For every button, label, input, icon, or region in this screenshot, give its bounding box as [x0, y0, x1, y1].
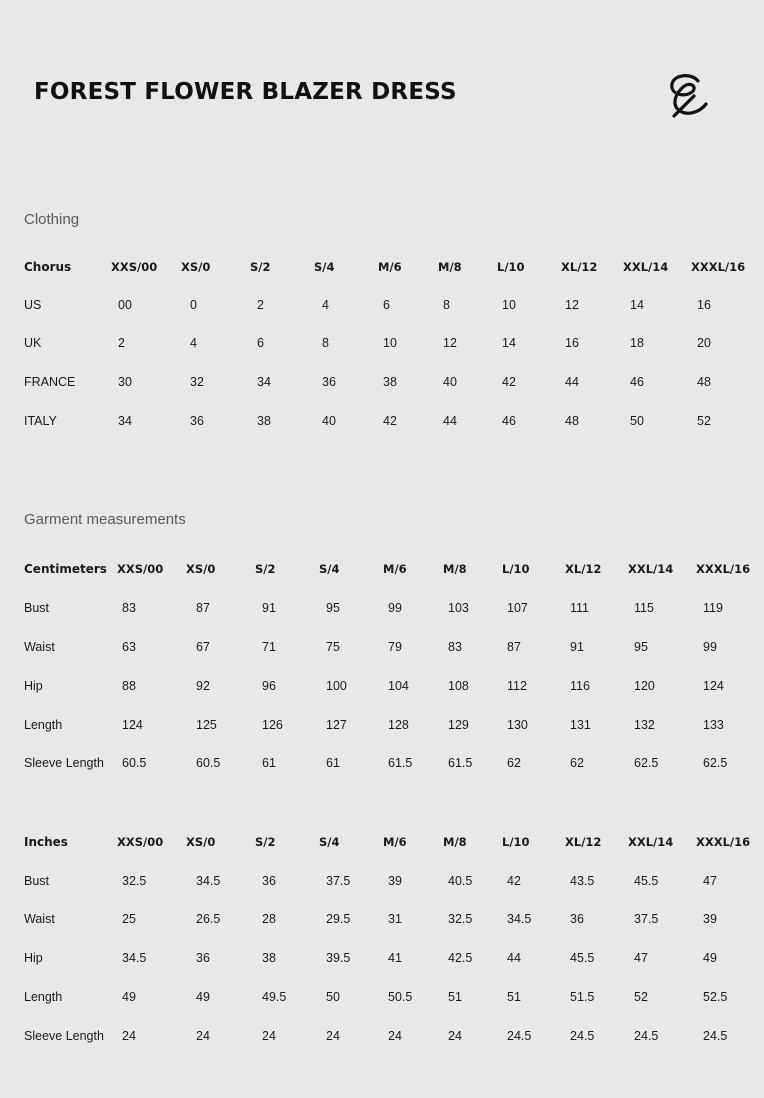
size-column-header: XL/12	[565, 562, 602, 576]
table-cell: 50	[630, 414, 644, 428]
table-cell: 44	[565, 375, 579, 389]
table-cell: 24	[326, 1029, 340, 1043]
table-cell: 12	[565, 298, 579, 312]
table-cell: 48	[697, 375, 711, 389]
table-row	[0, 598, 764, 618]
table-cell: 2	[118, 336, 125, 350]
table-cell: 51	[448, 990, 462, 1004]
table-cell: 43.5	[570, 874, 595, 888]
table-cell: 96	[262, 679, 276, 693]
table-cell: 44	[443, 414, 457, 428]
table-cell: 42	[507, 874, 521, 888]
table-cell: 124	[122, 718, 143, 732]
table-cell: 131	[570, 718, 591, 732]
size-column-header: XS/0	[186, 835, 216, 849]
row-label: UK	[24, 336, 42, 350]
table-cell: 104	[388, 679, 409, 693]
table-cell: 34	[257, 375, 271, 389]
table-cell: 38	[262, 951, 276, 965]
table-cell: 130	[507, 718, 528, 732]
table-cell: 24	[262, 1029, 276, 1043]
row-label: Hip	[24, 951, 43, 965]
size-column-header: XXXL/16	[691, 260, 746, 274]
table-cell: 36	[570, 912, 584, 926]
table-row	[0, 753, 764, 773]
table-cell: 49	[122, 990, 136, 1004]
table-cell: 52	[634, 990, 648, 1004]
table-cell: 62	[507, 756, 521, 770]
table-row	[0, 948, 764, 968]
table-row	[0, 637, 764, 657]
table-cell: 36	[322, 375, 336, 389]
table-cell: 83	[448, 640, 462, 654]
size-column-header: M/8	[438, 260, 462, 274]
table-cell: 30	[118, 375, 132, 389]
size-column-header: S/4	[319, 562, 340, 576]
row-label: FRANCE	[24, 375, 76, 389]
table-cell: 87	[196, 601, 210, 615]
row-label: Waist	[24, 640, 55, 654]
table-cell: 45.5	[634, 874, 659, 888]
table-cell: 83	[122, 601, 136, 615]
table-cell: 107	[507, 601, 528, 615]
table-cell: 18	[630, 336, 644, 350]
table-cell: 103	[448, 601, 469, 615]
size-column-header: L/10	[502, 562, 530, 576]
table-cell: 60.5	[122, 756, 147, 770]
table-header-row	[0, 832, 764, 852]
table-cell: 8	[322, 336, 329, 350]
size-column-header: XL/12	[561, 260, 598, 274]
table-cell: 16	[697, 298, 711, 312]
size-column-header: S/2	[250, 260, 271, 274]
table-cell: 61	[262, 756, 276, 770]
size-column-header: XXXL/16	[696, 835, 751, 849]
table-cell: 24	[122, 1029, 136, 1043]
table-header-label: Chorus	[24, 260, 72, 274]
row-label: Sleeve Length	[24, 1029, 104, 1043]
table-cell: 48	[565, 414, 579, 428]
table-cell: 38	[257, 414, 271, 428]
table-cell: 125	[196, 718, 217, 732]
table-cell: 0	[190, 298, 197, 312]
table-cell: 24	[448, 1029, 462, 1043]
table-row	[0, 411, 764, 431]
table-cell: 129	[448, 718, 469, 732]
table-cell: 4	[322, 298, 329, 312]
table-cell: 37.5	[326, 874, 351, 888]
table-cell: 132	[634, 718, 655, 732]
table-cell: 95	[326, 601, 340, 615]
table-cell: 45.5	[570, 951, 595, 965]
size-column-header: M/6	[378, 260, 402, 274]
size-column-header: XXL/14	[628, 835, 674, 849]
table-cell: 20	[697, 336, 711, 350]
table-cell: 49	[703, 951, 717, 965]
table-header-label: Inches	[24, 835, 68, 849]
table-cell: 128	[388, 718, 409, 732]
table-row	[0, 676, 764, 696]
table-cell: 61	[326, 756, 340, 770]
table-cell: 6	[383, 298, 390, 312]
table-row	[0, 871, 764, 891]
table-cell: 46	[630, 375, 644, 389]
size-column-header: L/10	[497, 260, 525, 274]
table-cell: 40.5	[448, 874, 473, 888]
table-cell: 37.5	[634, 912, 659, 926]
table-cell: 108	[448, 679, 469, 693]
row-label: US	[24, 298, 42, 312]
table-cell: 50	[326, 990, 340, 1004]
size-column-header: XXS/00	[111, 260, 158, 274]
table-cell: 36	[196, 951, 210, 965]
table-cell: 49.5	[262, 990, 287, 1004]
table-cell: 39.5	[326, 951, 351, 965]
table-cell: 31	[388, 912, 402, 926]
row-label: Bust	[24, 601, 50, 615]
table-cell: 52.5	[703, 990, 728, 1004]
size-column-header: XXS/00	[117, 562, 164, 576]
table-cell: 47	[703, 874, 717, 888]
table-cell: 26.5	[196, 912, 221, 926]
row-label: Length	[24, 718, 63, 732]
table-row	[0, 715, 764, 735]
table-cell: 127	[326, 718, 347, 732]
table-cell: 40	[322, 414, 336, 428]
size-column-header: XS/0	[181, 260, 211, 274]
table-row	[0, 333, 764, 353]
table-cell: 24.5	[703, 1029, 728, 1043]
table-header-label: Centimeters	[24, 562, 107, 576]
row-label: Sleeve Length	[24, 756, 104, 770]
size-column-header: S/2	[255, 835, 276, 849]
table-cell: 61.5	[448, 756, 473, 770]
table-cell: 133	[703, 718, 724, 732]
table-cell: 99	[388, 601, 402, 615]
size-column-header: S/2	[255, 562, 276, 576]
table-cell: 36	[190, 414, 204, 428]
table-cell: 2	[257, 298, 264, 312]
table-cell: 34.5	[196, 874, 221, 888]
table-cell: 42	[502, 375, 516, 389]
table-cell: 4	[190, 336, 197, 350]
table-cell: 32.5	[448, 912, 473, 926]
table-cell: 16	[565, 336, 579, 350]
table-cell: 12	[443, 336, 457, 350]
size-column-header: M/8	[443, 562, 467, 576]
table-cell: 126	[262, 718, 283, 732]
table-cell: 120	[634, 679, 655, 693]
table-cell: 99	[703, 640, 717, 654]
size-column-header: L/10	[502, 835, 530, 849]
table-cell: 25	[122, 912, 136, 926]
table-cell: 62.5	[703, 756, 728, 770]
table-cell: 41	[388, 951, 402, 965]
table-cell: 61.5	[388, 756, 413, 770]
table-cell: 44	[507, 951, 521, 965]
table-cell: 67	[196, 640, 210, 654]
table-cell: 00	[118, 298, 132, 312]
table-cell: 46	[502, 414, 516, 428]
row-label: ITALY	[24, 414, 57, 428]
table-cell: 111	[570, 601, 590, 615]
table-cell: 124	[703, 679, 724, 693]
table-cell: 24.5	[570, 1029, 595, 1043]
table-cell: 24.5	[634, 1029, 659, 1043]
table-cell: 6	[257, 336, 264, 350]
table-cell: 62	[570, 756, 584, 770]
table-row	[0, 372, 764, 392]
row-label: Bust	[24, 874, 50, 888]
table-cell: 75	[326, 640, 340, 654]
table-cell: 42.5	[448, 951, 473, 965]
table-cell: 60.5	[196, 756, 221, 770]
clothing-section-title: Clothing	[24, 211, 80, 228]
table-cell: 24	[388, 1029, 402, 1043]
table-cell: 34	[118, 414, 132, 428]
table-cell: 63	[122, 640, 136, 654]
table-cell: 112	[507, 679, 527, 693]
table-cell: 40	[443, 375, 457, 389]
size-column-header: XXXL/16	[696, 562, 751, 576]
table-cell: 42	[383, 414, 397, 428]
table-cell: 29.5	[326, 912, 351, 926]
size-column-header: XS/0	[186, 562, 216, 576]
table-cell: 38	[383, 375, 397, 389]
table-cell: 10	[502, 298, 516, 312]
table-cell: 115	[634, 601, 654, 615]
table-cell: 91	[570, 640, 584, 654]
table-row	[0, 909, 764, 929]
table-cell: 39	[703, 912, 717, 926]
table-cell: 95	[634, 640, 648, 654]
size-column-header: XXS/00	[117, 835, 164, 849]
table-cell: 119	[703, 601, 723, 615]
table-cell: 36	[262, 874, 276, 888]
table-cell: 14	[502, 336, 516, 350]
table-row	[0, 1026, 764, 1046]
table-cell: 51.5	[570, 990, 595, 1004]
table-cell: 32.5	[122, 874, 147, 888]
table-cell: 92	[196, 679, 210, 693]
table-row	[0, 987, 764, 1007]
size-column-header: M/8	[443, 835, 467, 849]
table-row	[0, 295, 764, 315]
table-cell: 52	[697, 414, 711, 428]
row-label: Length	[24, 990, 63, 1004]
table-cell: 14	[630, 298, 644, 312]
page-title: FOREST FLOWER BLAZER DRESS	[34, 79, 457, 105]
chorus-c-logo-icon	[664, 68, 712, 120]
size-column-header: M/6	[383, 562, 407, 576]
table-cell: 50.5	[388, 990, 413, 1004]
measurements-section-title: Garment measurements	[24, 511, 186, 528]
table-cell: 24.5	[507, 1029, 532, 1043]
size-column-header: XL/12	[565, 835, 602, 849]
table-cell: 100	[326, 679, 347, 693]
table-cell: 116	[570, 679, 590, 693]
table-cell: 39	[388, 874, 402, 888]
table-cell: 34.5	[122, 951, 147, 965]
size-column-header: M/6	[383, 835, 407, 849]
table-cell: 28	[262, 912, 276, 926]
size-column-header: S/4	[319, 835, 340, 849]
table-cell: 87	[507, 640, 521, 654]
table-cell: 88	[122, 679, 136, 693]
size-column-header: S/4	[314, 260, 335, 274]
table-header-row	[0, 559, 764, 579]
row-label: Hip	[24, 679, 43, 693]
table-cell: 79	[388, 640, 402, 654]
table-cell: 32	[190, 375, 204, 389]
table-cell: 62.5	[634, 756, 659, 770]
table-cell: 91	[262, 601, 276, 615]
table-cell: 51	[507, 990, 521, 1004]
table-cell: 24	[196, 1029, 210, 1043]
row-label: Waist	[24, 912, 55, 926]
table-cell: 49	[196, 990, 210, 1004]
table-cell: 8	[443, 298, 450, 312]
table-cell: 34.5	[507, 912, 532, 926]
table-header-row	[0, 257, 764, 277]
size-column-header: XXL/14	[628, 562, 674, 576]
table-cell: 71	[262, 640, 276, 654]
table-cell: 10	[383, 336, 397, 350]
size-column-header: XXL/14	[623, 260, 669, 274]
table-cell: 47	[634, 951, 648, 965]
